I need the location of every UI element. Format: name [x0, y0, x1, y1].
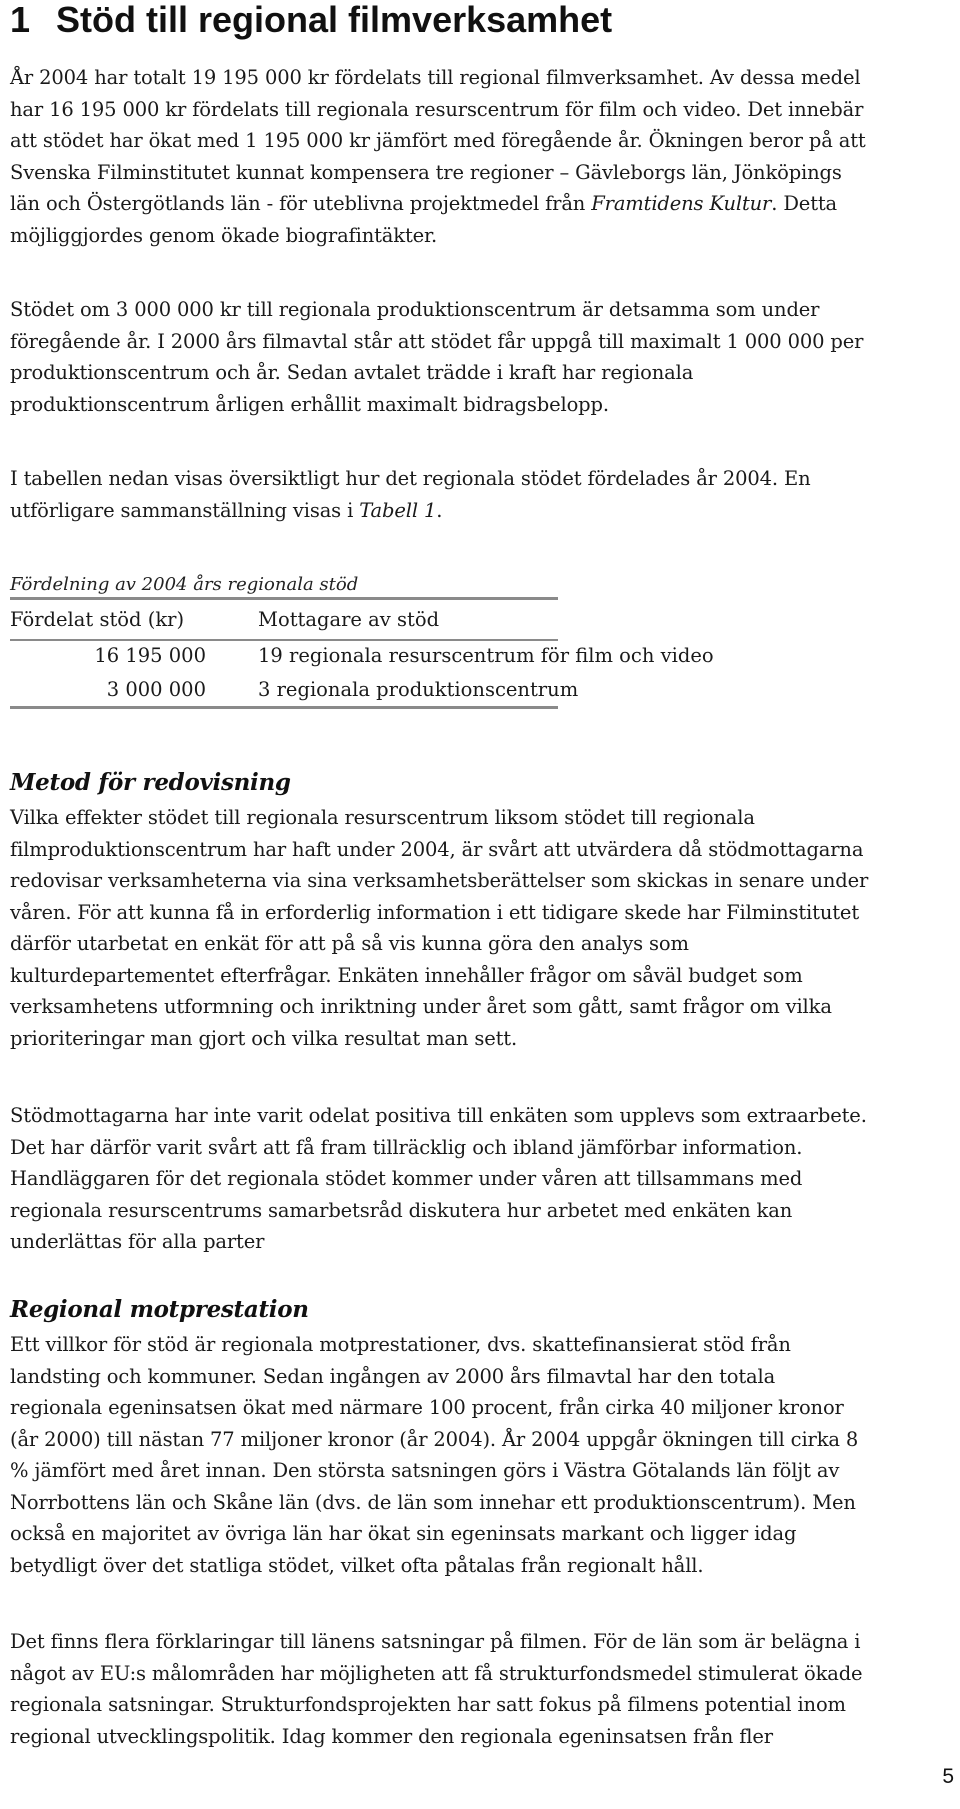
intro-paragraph	[10, 62, 960, 251]
column-header-amount: Fördelat stöd (kr)	[10, 608, 185, 631]
table-header-row	[10, 605, 710, 635]
table-caption: Fördelning av 2004 års regionala stöd	[10, 574, 359, 595]
table-cell-recipient: 3 regionala produktionscentrum	[258, 678, 579, 701]
text-line: Ett villkor för stöd är regionala motprestationer, dvs. skattefinansierat stöd från	[10, 1333, 791, 1356]
text-line: År 2004 har totalt 19 195 000 kr fördelats till regional filmverksamhet. Av dessa medel	[10, 66, 861, 89]
text-line	[10, 188, 960, 220]
text-line: Stödmottagarna har inte varit odelat positiva till enkäten som upplevs som extraarbete.	[10, 1104, 867, 1127]
table-intro-paragraph	[10, 463, 960, 526]
table-row	[10, 641, 714, 671]
table-top-rule	[10, 597, 558, 600]
text-line: regionala satsningar. Strukturfondsprojekten har satt fokus på filmens potential inom	[10, 1693, 846, 1716]
text-line: Stödet om 3 000 000 kr till regionala produktionscentrum är detsamma som under	[10, 298, 820, 321]
text-line: (år 2000) till nästan 77 miljoner kronor (år 2004). År 2004 uppgår ökningen till cirka 8	[10, 1427, 859, 1451]
text-line: Svenska Filminstitutet kunnat kompensera tre regioner – Gävleborgs län, Jönköpings	[10, 160, 842, 184]
page-title	[10, 0, 612, 40]
regional-paragraph	[10, 1329, 960, 1581]
page-number: 5	[942, 1765, 954, 1788]
text-line: produktionscentrum årligen erhållit maximalt bidragsbelopp.	[10, 392, 609, 416]
method-paragraph	[10, 802, 960, 1054]
text-line: därför utarbetat en enkät för att på så vis kunna göra den analys som	[10, 932, 689, 955]
table-cell-amount: 3 000 000	[106, 678, 206, 701]
text-line: regionala resurscentrums samarbetsråd diskutera hur arbetet med enkäten kan	[10, 1198, 793, 1222]
project-name: Framtidens Kultur	[591, 192, 772, 215]
text-run: län och Östergötlands län - för uteblivna projektmedel från	[10, 192, 592, 215]
support-paragraph	[10, 294, 960, 420]
text-run: utförligare sammanställning visas i	[10, 498, 360, 522]
text-line: landsting och kommuner. Sedan ingången av 2000 års filmavtal har den totala	[10, 1364, 776, 1388]
text-line: möjliggjordes genom ökade biografintäkter.	[10, 223, 438, 247]
text-line: något av EU:s målområden har möjligheten att få strukturfondsmedel stimulerat ökade	[10, 1661, 863, 1685]
text-line: I tabellen nedan visas översiktligt hur det regionala stödet fördelades år 2004. En	[10, 467, 811, 490]
text-line: att stödet har ökat med 1 195 000 kr jämfört med föregående år. Ökningen beror på att	[10, 129, 866, 152]
text-line: Handläggaren för det regionala stödet kommer under våren att tillsammans med	[10, 1167, 803, 1190]
text-line: redovisar verksamheterna via sina verksamhetsberättelser som skickas in senare under	[10, 869, 869, 892]
table-reference: Tabell 1	[359, 498, 437, 522]
text-run: .	[436, 498, 443, 522]
text-line: regional utvecklingspolitik. Idag kommer den regionala egeninsatsen från fler	[10, 1724, 773, 1748]
text-line: Norrbottens län och Skåne län (dvs. de län som innehar ett produktionscentrum). Men	[10, 1490, 856, 1514]
text-line	[10, 495, 960, 527]
table-row	[10, 675, 710, 705]
text-line: också en majoritet av övriga län har ökat sin egeninsats markant och ligger idag	[10, 1522, 797, 1545]
text-line: underlättas för alla parter	[10, 1230, 265, 1253]
text-line: har 16 195 000 kr fördelats till regionala resurscentrum för film och video. Det innebär	[10, 97, 864, 121]
section-heading-method: Metod för redovisning	[10, 769, 291, 796]
text-line: prioriteringar man gjort och vilka resultat man sett.	[10, 1026, 518, 1050]
text-line: % jämfört med året innan. Den största satsningen görs i Västra Götalands län följt av	[10, 1459, 840, 1482]
section-number: 1	[10, 0, 31, 40]
text-line: betydligt över det statliga stödet, vilket ofta påtalas från regionalt håll.	[10, 1553, 704, 1577]
table-bottom-rule	[10, 706, 558, 709]
text-line: föregående år. I 2000 års filmavtal står att stödet får uppgå till maximalt 1 000 000 per	[10, 329, 864, 353]
regional-paragraph-2	[10, 1626, 960, 1752]
section-title: Stöd till regional filmverksamhet	[56, 0, 613, 40]
table-cell-recipient: 19 regionala resurscentrum för film och video	[258, 644, 714, 667]
text-line: kulturdepartementet efterfrågar. Enkäten innehåller frågor om såväl budget som	[10, 963, 803, 987]
text-line: våren. För att kunna få in erforderlig information i ett tidigare skede har Filminstitutet	[10, 900, 860, 924]
text-line: filmproduktionscentrum har haft under 2004, är svårt att utvärdera då stödmottagarna	[10, 837, 864, 861]
text-line: Det finns flera förklaringar till länens satsningar på filmen. För de län som är belägna i	[10, 1630, 861, 1653]
text-line: Det har därför varit svårt att få fram tillräcklig och ibland jämförbar information.	[10, 1135, 803, 1159]
method-paragraph-2	[10, 1100, 960, 1258]
text-line: produktionscentrum och år. Sedan avtalet trädde i kraft har regionala	[10, 361, 694, 384]
text-line: verksamhetens utformning och inriktning under året som gått, samt frågor om vilka	[10, 995, 832, 1018]
text-run: . Detta	[771, 192, 838, 215]
text-line: regionala egeninsatsen ökat med närmare 100 procent, från cirka 40 miljoner kronor	[10, 1396, 844, 1419]
text-line: Vilka effekter stödet till regionala resurscentrum liksom stödet till regionala	[10, 806, 755, 829]
section-heading-regional: Regional motprestation	[10, 1296, 309, 1323]
table-cell-amount: 16 195 000	[94, 644, 206, 667]
column-header-recipient: Mottagare av stöd	[258, 608, 440, 631]
